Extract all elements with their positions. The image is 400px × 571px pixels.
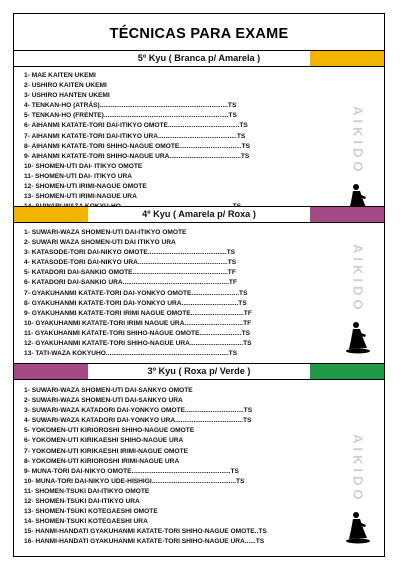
list-item: 6- YOKOMEN-UTI KIRIKAESHI SHIHO-NAGUE URA xyxy=(24,437,184,445)
band-cap-left xyxy=(14,51,88,66)
list-item: 8- AIHANMI KATATE-TORI SHIHO-NAGUE OMOTE..................................TS xyxy=(24,142,251,150)
list-item: 4- SUWARI-WAZA KATADORI DAI-YONKYO URA.....................................TS xyxy=(24,417,252,425)
list-item: 2- SUWARI WAZA SHOMEN-UTI DAI ITIKYO URA xyxy=(24,239,176,247)
list-item: 9- MUNA-TORI DAI-NIKYO OMOTE......................................................TS xyxy=(24,467,239,475)
list-item: 7- YOKOMEN-UTI KIRIKAESHI IRIMI-NAGUE OMOTE xyxy=(24,447,188,455)
side-watermark xyxy=(344,244,372,354)
list-item: 6- AIHANMI KATATE-TORI DAI-ITIKYO OMOTE.......................................TS xyxy=(24,122,248,130)
section-band-5-kyu xyxy=(14,50,384,67)
aikido-figure-icon xyxy=(345,510,371,544)
list-item: 7- GYAKUHANMI KATATE-TORI DAI-YONKYO OMOTE..........................TS xyxy=(24,289,248,297)
aikido-watermark-text: AIKIDO xyxy=(350,434,366,504)
list-item: 5- TENKAN-HO (FRENTE)....................................................................TS xyxy=(24,112,237,120)
side-watermark xyxy=(344,434,372,544)
list-item: 12- SHOMEN-TSUKI DAI-ITIKYO URA xyxy=(24,498,140,506)
section-heading: 5º Kyu ( Branca p/ Amarela ) xyxy=(137,53,261,63)
list-item: 8- GYAKUHANMI KATATE-TORI DAI-YONKYO URA...............................TS xyxy=(24,299,247,307)
technique-list-4-kyu xyxy=(24,228,324,359)
list-item: 1- SUWARI-WAZA SHOMEN-UTI DAI-ITIKYO OMOTE xyxy=(24,229,187,236)
aikido-watermark-text: AIKIDO xyxy=(350,244,366,314)
list-item: 9- AIHANMI KATATE-TORI SHIHO-NAGUE URA.......................................TS xyxy=(24,152,250,160)
list-item: 8- YOKOMEN-UTI KIRIOROSHI IRIMI-NAGUE URA xyxy=(24,457,180,465)
list-item: 13- SHOMEN-UTI IRIMI-NAGUE URA xyxy=(24,193,137,201)
list-item: 10- GYAKUHANMI KATATE-TORI IRIMI NAGUE URA................................TF xyxy=(24,319,252,327)
list-item: 10- SHOMEN-UTI DAI- ITIKYO OMOTE xyxy=(24,162,143,170)
side-watermark xyxy=(344,106,372,216)
list-item: 11- SHOMEN-UTI DAI- ITIKYO URA xyxy=(24,172,133,180)
page-title: TÉCNICAS PARA EXAME xyxy=(109,26,289,42)
band-cap-left-purple xyxy=(14,364,88,379)
list-item: 13- TATI-WAZA KOKYUHO...................................................................TS xyxy=(24,350,238,358)
aikido-watermark-text: AIKIDO xyxy=(350,106,366,176)
list-item: 5- YOKOMEN-UTI KIRIOROSHI SHIHO-NAGUE OMOTE xyxy=(24,427,195,435)
list-item: 1- SUWARI-WAZA SHOMEN-UTI DAI-SANKYO OMOTE xyxy=(24,387,193,394)
aikido-figure-icon xyxy=(345,320,371,354)
band-cap-left-yellow xyxy=(14,207,88,222)
list-item: 12- SHOMEN-UTI IRIMI-NAGUE OMOTE xyxy=(24,183,147,191)
list-item: 12- GYAKUHANMI KATATE-TORI SHIHO-NAGUE URA.............................TS xyxy=(24,340,252,348)
exam-techniques-sheet xyxy=(13,13,385,557)
technique-list-5-kyu xyxy=(24,71,324,212)
list-item: 2- USHIRO KAITEN UKEMI xyxy=(24,82,107,90)
section-heading: 4º Kyu ( Amarela p/ Roxa ) xyxy=(142,209,256,219)
technique-list-3-kyu xyxy=(24,386,324,548)
list-item: 4- KATASODE-TORI DAI-NIKYO URA.................................................TS xyxy=(24,259,237,267)
list-item: 5- KATADORI DAI-SANKIO OMOTE....................................................TF xyxy=(24,269,236,277)
list-item: 14- SHOMEN-TSUKI KOTEGAESHI URA xyxy=(24,518,148,526)
list-item: 4- TENKAN-HO (ATRÁS)......................................................................TS xyxy=(24,102,237,110)
section-band-4-kyu xyxy=(14,206,384,223)
list-item: 10- MUNA-TORI DAI-NIKYO UDE-HISHIGI..............................................TS xyxy=(24,477,245,485)
list-item: 1- MAE KAITEN UKEMI xyxy=(24,72,96,79)
band-cap-right-purple xyxy=(310,207,384,222)
list-item: 13- SHOMEN-TSUKI KOTEGAESHI OMOTE xyxy=(24,508,158,516)
section-band-3-kyu xyxy=(14,363,384,380)
list-item: 11- GYAKUHANMI KATATE-TORI SHIHO-NAGUE OMOTE.......................TS xyxy=(24,329,251,337)
section-heading: 3º Kyu ( Roxa p/ Verde ) xyxy=(147,366,251,376)
list-item: 7- AIHANMI KATATE-TORI DAI-ITIKYO URA...........................................TS xyxy=(24,132,246,140)
list-item: 3- USHIRO HANTEN UKEMI xyxy=(24,92,110,100)
band-cap-right-yellow xyxy=(310,51,384,66)
list-item: 3- SUWARI-WAZA KATADORI DAI-YONKYO OMOTE................................TS xyxy=(24,407,253,415)
list-item: 15- HANMI-HANDATI GYAKUHANMI KATATE-TORI SHIHO-NAGUE OMOTE..TS xyxy=(24,528,267,536)
list-item: 3- KATASODE-TORI DAI-NIKYO OMOTE...........................................TS xyxy=(24,249,236,257)
list-item: 11- SHOMEN-TSUKI DAI-ITIKYO OMOTE xyxy=(24,487,150,495)
list-item: 9- GYAKUHANMI KATATE-TORI IRIMI NAGUE OMOTE.............................TF xyxy=(24,309,252,317)
list-item: 6- KATADORI DAI-SANKIO URA..........................................................TF xyxy=(24,279,237,287)
list-item: 16- HANMI-HANDATI GYAKUHANMI KATATE-TORI SHIHO-NAGUE URA......TS xyxy=(24,538,265,546)
band-cap-right-green xyxy=(310,364,384,379)
list-item: 2- SUWARI-WAZA SHOMEN-UTI DAI-SANKYO URA xyxy=(24,397,183,405)
